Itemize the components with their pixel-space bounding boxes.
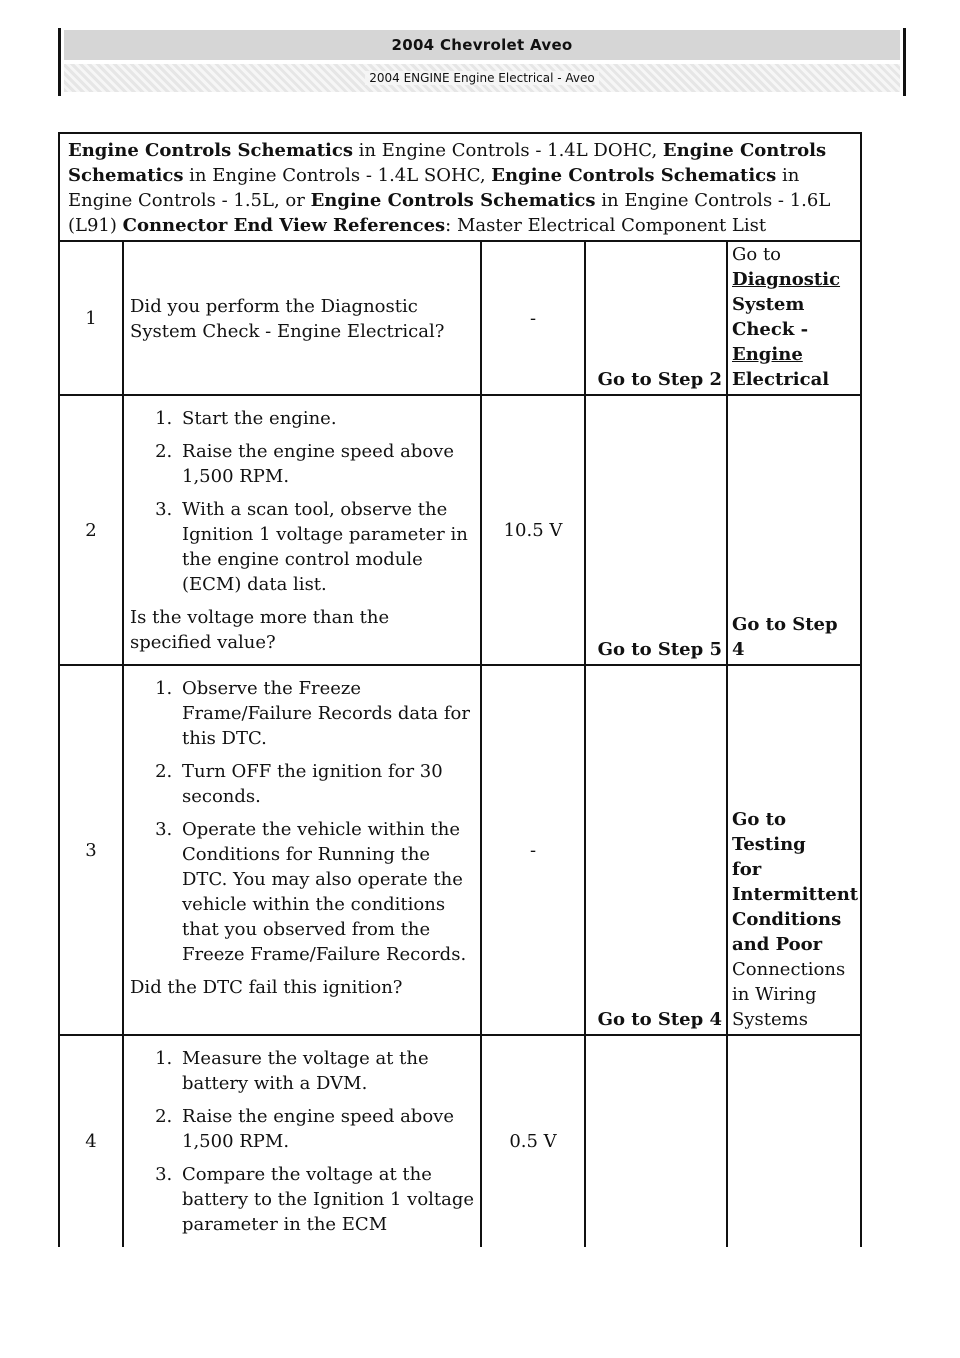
reference-text: Engine Controls - 1.6L (L91)	[68, 190, 831, 236]
intro-references	[59, 133, 861, 241]
no-link-line: in Wiring	[732, 984, 817, 1005]
no-link-line: Conditions	[732, 909, 842, 930]
reference-text: in	[183, 165, 213, 186]
no-link-line: for	[732, 859, 762, 880]
reference-link[interactable]: Connector End View References	[122, 215, 446, 236]
table-row	[59, 665, 861, 1035]
question-text: Is the voltage more than the specified value?	[130, 607, 390, 653]
table-row	[59, 241, 861, 395]
table-row	[59, 1035, 861, 1247]
yes-cell	[585, 1035, 727, 1247]
no-cell	[727, 665, 861, 1035]
no-link-line: Diagnostic	[732, 269, 841, 290]
list-item: 3. With a scan tool, observe the Ignition 1 voltage parameter in the engine control module (ECM) data list.	[178, 497, 476, 597]
action-cell	[123, 395, 481, 665]
no-link-line: Intermittent	[732, 884, 859, 905]
no-cell	[727, 395, 861, 665]
list-item: 3. Compare the voltage at the battery to the Ignition 1 voltage parameter in the ECM	[178, 1162, 476, 1237]
yes-cell	[585, 665, 727, 1035]
reference-text: , or	[273, 190, 311, 211]
intro-text	[68, 140, 830, 236]
value-cell: 10.5 V	[481, 395, 585, 665]
no-link-line: Systems	[732, 1009, 808, 1030]
reference-text: in	[352, 140, 382, 161]
header-subtitle: 2004 ENGINE Engine Electrical - Aveo	[365, 71, 599, 85]
no-link[interactable]	[732, 807, 859, 1032]
reference-text: Engine Controls - 1.5L	[68, 190, 274, 211]
no-link-line: Go to	[732, 244, 782, 265]
header-title: 2004 Chevrolet Aveo	[64, 30, 900, 60]
no-link-line: Go to Testing	[732, 809, 806, 855]
value-cell: -	[481, 241, 585, 395]
list-item: 2. Raise the engine speed above 1,500 RPM.	[178, 1104, 476, 1154]
page-header	[58, 28, 906, 96]
action-list	[130, 676, 476, 967]
no-cell	[727, 241, 861, 395]
action-list	[130, 1046, 476, 1237]
action-cell	[123, 665, 481, 1035]
value-cell: 0.5 V	[481, 1035, 585, 1247]
no-link-line: and Poor	[732, 934, 823, 955]
header-left-rule	[58, 28, 61, 96]
no-link[interactable]	[732, 242, 856, 392]
reference-text: in	[776, 165, 800, 186]
step-number: 2	[59, 395, 123, 665]
table-row	[59, 395, 861, 665]
yes-link[interactable]: Go to Step 4	[597, 1009, 722, 1030]
no-link-line: Connections	[732, 959, 846, 980]
action-cell	[123, 1035, 481, 1247]
reference-link[interactable]: Engine Controls Schematics	[68, 140, 827, 186]
no-link-line: Engine	[732, 344, 803, 365]
reference-text: :	[445, 215, 457, 236]
action-cell	[123, 241, 481, 395]
yes-cell	[585, 395, 727, 665]
action-list	[130, 406, 476, 597]
question-text: Did the DTC fail this ignition?	[130, 977, 403, 998]
reference-text: Engine Controls - 1.4L SOHC	[212, 165, 480, 186]
reference-link[interactable]: Engine Controls Schematics	[310, 190, 596, 211]
step-number: 1	[59, 241, 123, 395]
step-number: 3	[59, 665, 123, 1035]
list-item: 1. Start the engine.	[178, 406, 476, 431]
list-item: 2. Turn OFF the ignition for 30 seconds.	[178, 759, 476, 809]
yes-link[interactable]: Go to Step 2	[597, 369, 722, 390]
no-link-line: Check -	[732, 319, 809, 340]
reference-text: Master Electrical Component List	[456, 215, 767, 236]
reference-text: ,	[651, 140, 663, 161]
no-link-line: System	[732, 294, 805, 315]
reference-link[interactable]: Engine Controls Schematics	[491, 165, 777, 186]
list-item: 1. Measure the voltage at the battery with a DVM.	[178, 1046, 476, 1096]
reference-link[interactable]: Engine Controls Schematics	[68, 140, 353, 161]
header-right-rule	[903, 28, 906, 96]
no-link[interactable]: Go to Step 4	[732, 614, 838, 660]
yes-cell	[585, 241, 727, 395]
list-item: 3. Operate the vehicle within the Conditions for Running the DTC. You may also operate the vehicle within the conditions that you observed from the Freeze Frame/Failure Records.	[178, 817, 476, 967]
question-text: Did you perform the Diagnostic System Check - Engine Electrical?	[130, 296, 445, 342]
reference-text: in	[595, 190, 625, 211]
value-cell: -	[481, 665, 585, 1035]
reference-text: ,	[479, 165, 492, 186]
step-number: 4	[59, 1035, 123, 1247]
no-cell	[727, 1035, 861, 1247]
reference-text: Engine Controls - 1.4L DOHC	[381, 140, 652, 161]
diagnostic-table	[58, 132, 862, 1247]
no-link-line: Electrical	[732, 369, 830, 390]
header-subtitle-band	[64, 64, 900, 92]
list-item: 1. Observe the Freeze Frame/Failure Records data for this DTC.	[178, 676, 476, 751]
list-item: 2. Raise the engine speed above 1,500 RPM.	[178, 439, 476, 489]
yes-link[interactable]: Go to Step 5	[597, 639, 722, 660]
